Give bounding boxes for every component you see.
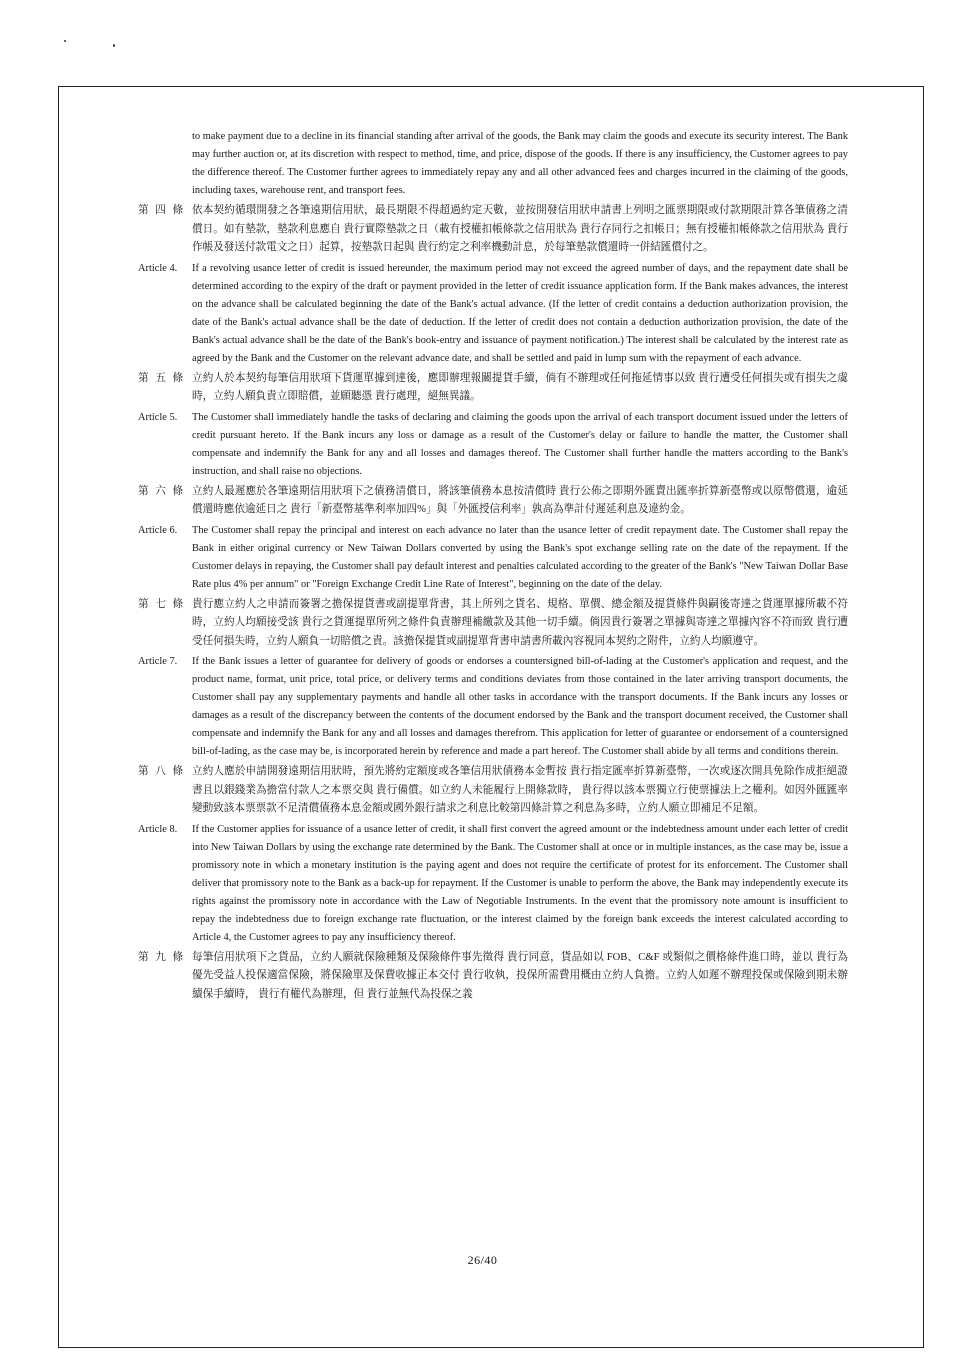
article-9-zh-label: 第 九 條 [138,951,186,963]
article-4-en-text: If a revolving usance letter of credit is issued hereunder, the maximum period may not exceed the agreed number of days, and the repayment date shall be determined according to the expiry of the draft or payment provided in the letter of credit issuance application form. If the Bank makes advances, the interest on the advance shall be calculated beginning the date of the Bank's actual advance. (If the letter of credit contains a deduction authorization provision, the date of the Bank's actual advance shall be the date of deduction. If the letter of credit does not contain a deduction authorization provision, the date of the Bank's actual advance shall be the date of the Bank's book-entry and issuance of payment notification.) The interest shall be calculated by the interest rate as agreed by the Bank and the Customer on the relevant advance date, and shall be settled and paid in lump sum with the repayment of each advance. [192,262,848,364]
article-5-en [138,409,848,481]
article-6-zh-label: 第 六 條 [138,485,186,497]
scan-speck [113,44,115,47]
article-8 [138,763,848,947]
article-5-zh-text: 立約人於本契約每筆信用狀項下貨運單據到達後，應即辦理報關提貨手續，倘有不辦理或任何拖延情事以致 貴行遭受任何損失或有損失之虞時，立約人願負責立即賠償，並願聽憑 貴行處理，絕無異議。 [192,372,848,402]
article-8-zh-text: 立約人應於申請開發遠期信用狀時，預先將約定額度或各筆信用狀債務本金暫按 貴行指定匯率折算新臺幣，一次或逐次開具免除作成拒絕證書且以銀錢業為擔當付款人之本票交與 貴行備償。如立約人未能履行上開條款時， 貴行得以該本票獨立行使票據法上之權利。如因外匯匯率變動致該本票票款不足清償債務本息金額或國外銀行請求之利息比較第四條計算之利息為多時，立約人願立即補足不足額。 [192,766,848,814]
article-7-zh-label: 第 七 條 [138,598,186,610]
article-5-en-text: The Customer shall immediately handle the tasks of declaring and claiming the goods upon the arrival of each transport document issued under the letters of credit pursuant hereto. If the Bank incurs any loss or damage as a result of the Customer's delay or failure to handle the matter, the Customer shall compensate and indemnify the Bank for any and all losses and damages thereof. The Customer shall further handle the matters according to the Bank's instruction, and shall raise no objections. [192,411,848,477]
article-6-zh-text: 立約人最遲應於各筆遠期信用狀項下之債務清償日，將該筆債務本息按清償時 貴行公佈之即期外匯賣出匯率折算新臺幣或以原幣償還，逾延償還時應依逾延日之 貴行「新臺幣基準利率加四%」與「外匯授信利率」孰高為準計付遲延利息及違約金。 [192,485,848,515]
article-4-zh-label: 第 四 條 [138,205,186,216]
article-6 [138,483,848,594]
article-8-en-text: If the Customer applies for issuance of a usance letter of credit, it shall first convert the agreed amount or the indebtedness amount under each letter of credit into New Taiwan Dollars by using the exchange rate determined by the Bank. The Customer shall at once or in multiple instances, as the case may be, issue a promissory note in which a monetary institution is the paying agent and does not require the certificate of protest for its enforcement. The Customer shall deliver that promissory note to the Bank as a back-up for repayment. If the Customer is unable to perform the above, the Bank may independently execute its rights against the promissory note in accordance with the Law of Negotiable Instruments. In the event that the promissory note amount is insufficient to repay the indebtedness due to foreign exchange rate fluctuation, or the interest claimed by the foreign bank exceeds the interest calculated according to Article 4, the Customer agrees to pay any insufficiency thereof. [192,823,848,943]
article-6-en-text: The Customer shall repay the principal and interest on each advance no later than the usance letter of credit repayment date. The Customer shall repay the Bank in either original currency or New Taiwan Dollars converted by using the Bank's spot exchange selling rate on the date of the repayment. If the Customer delays in repaying, the Customer shall pay default interest and penalties calculated according to the greater of the Bank's "New Taiwan Dollar Base Rate plus 4% per annum" or "Foreign Exchange Credit Line Rate of Interest", beginning on the date of the delay. [192,524,848,590]
article-7-en-text: If the Bank issues a letter of guarantee for delivery of goods or endorses a countersigned bill-of-lading at the Customer's application and request, and the product name, format, unit price, total price, or delivery terms and conditions deviates from those contained in the later arriving transport documents, the Customer shall pay any supplementary payments and handle all other tasks in accordance with the transport documents. If the Bank incurs any losses or damages as a result of the discrepancy between the contents of the document endorsed by the Bank and the transport document received, the Customer shall compensate and indemnify the Bank for any and all losses and damages therefrom. This application for letter of guarantee or endorsement of a countersigned bill-of-lading, as the case may be, is incorporated herein by reference and made a part hereof. The Customer shall abide by all terms and conditions therein. [192,656,848,757]
article-5-zh [138,370,848,407]
article-8-en [138,821,848,947]
article-6-en [138,522,848,594]
article-7 [138,596,848,762]
intro-paragraph: to make payment due to a decline in its financial standing after arrival of the goods, the Bank may claim the goods and execute its security interest. The Bank may further auction or, at its discretion with respect to method, time, and price, dispose of the goods. If there is any insufficiency, the Customer agrees to pay the difference thereof. The Customer further agrees to immediately repay any and all other advanced fees and charges incurred in the claiming of the goods, including taxes, warehouse rent, and transport fees. [192,131,848,196]
article-9-zh [138,949,848,1005]
document-body [138,128,848,1006]
article-9-zh-text: 每筆信用狀項下之貨品，立約人願就保險種類及保險條件事先徵得 貴行同意，貨品如以 FOB、C&F 或類似之價格條件進口時，並以 貴行為優先受益人投保適當保險，將保險單及保費收據正本交付 貴行收執，投保所需費用概由立約人負擔。立約人如遲不辦理投保或保險到期未辦續保手續時， 貴行有權代為辦理，但 貴行並無代為投保之義 [192,951,848,1000]
article-7-en-label: Article 7. [138,656,178,667]
article-4-zh-text: 依本契約循環開發之各筆遠期信用狀，最長期限不得超過約定天數，並按開發信用狀申請書上列明之匯票期限或付款期限計算各筆債務之清償日。如有墊款，墊款利息應自 貴行實際墊款之日（載有授權扣帳條款之信用狀為 貴行存同行之扣帳日；無有授權扣帳條款之信用狀為 貴行作帳及發送付款電文之日）起算，按墊款日起與 貴行約定之利率機動計息，於每筆墊款償還時一併結匯償付之。 [192,205,848,253]
article-7-zh [138,596,848,652]
article-5-zh-label: 第 五 條 [138,372,186,384]
article-7-en [138,653,848,761]
article-7-zh-text: 貴行應立約人之申請而簽署之擔保提貨書或副提單背書，其上所列之貨名、規格、單價、總金額及提貨條件與嗣後寄達之貨運單據所載不符時，立約人均願接受該 貴行之貨運提單所列之條件負責辦理補繳款及其他一切手續。倘因貴行簽署之單據與寄達之單據內容不符而致 貴行遭受任何損失時，立約人願負一切賠償之責。該擔保提貨或副提單背書申請書所載內容視同本契約之附件，立約人均願遵守。 [192,598,848,647]
article-6-zh [138,483,848,520]
article-8-zh [138,763,848,819]
scan-speck [64,40,66,42]
article-5-en-label: Article 5. [138,411,178,423]
article-8-en-label: Article 8. [138,823,178,835]
article-5 [138,370,848,481]
article-4-zh [138,202,848,258]
article-4-en-label: Article 4. [138,262,178,274]
article-8-zh-label: 第 八 條 [138,766,186,777]
page-number: 26/40 [467,1253,498,1267]
article-9 [138,949,848,1005]
article-4 [138,202,848,368]
article-6-en-label: Article 6. [138,524,178,536]
article-4-en [138,260,848,368]
